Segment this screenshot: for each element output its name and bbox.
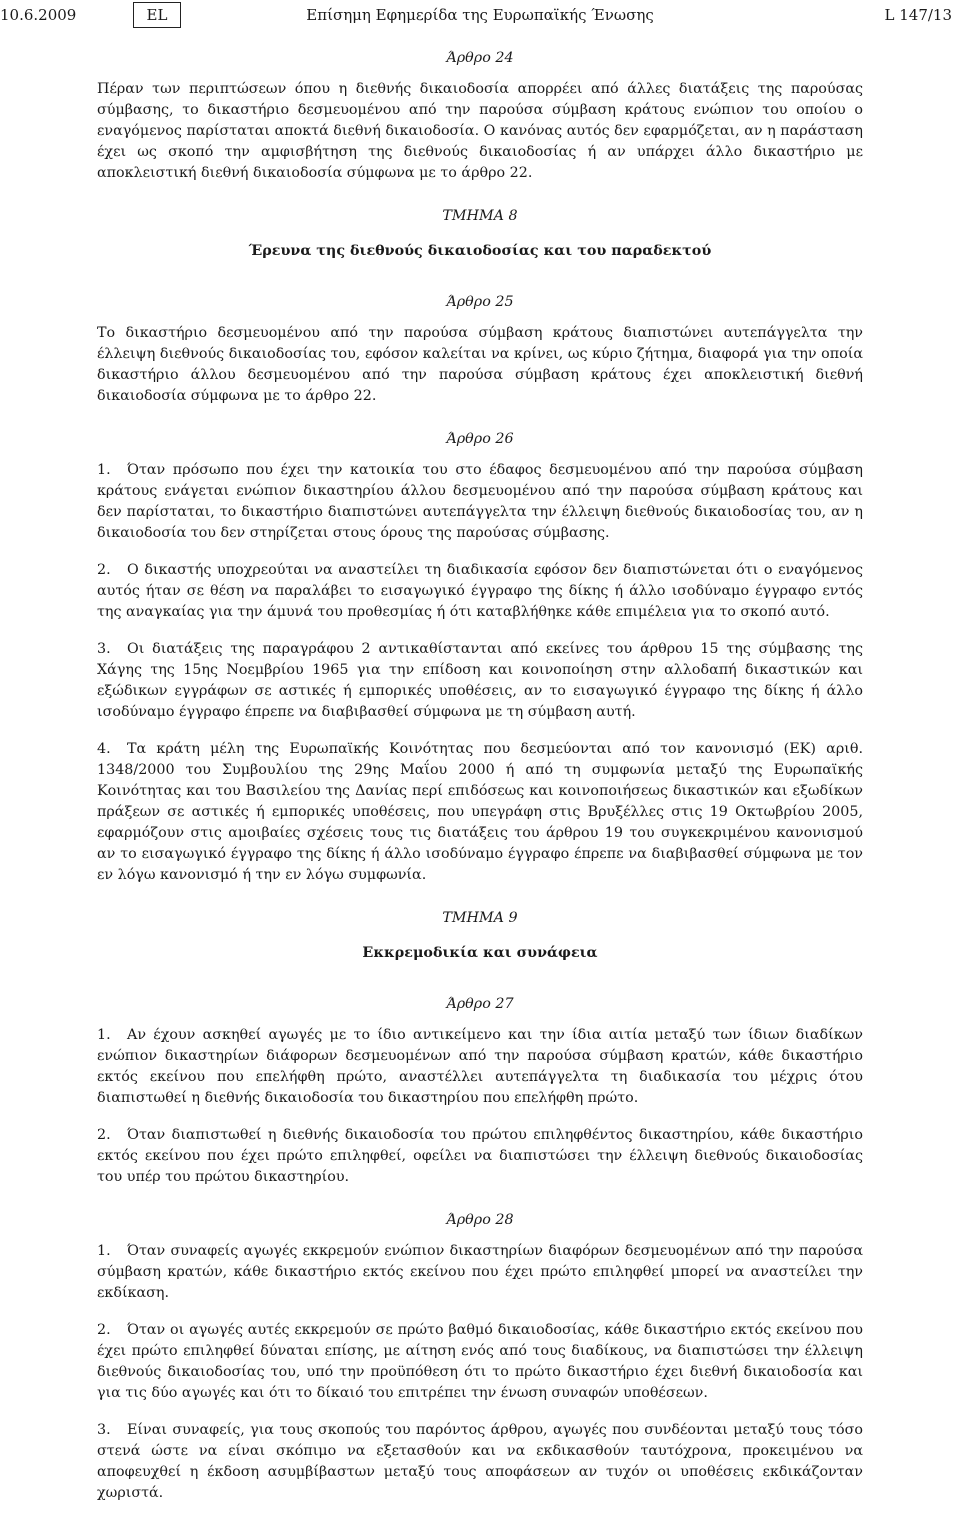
article-27-heading: Άρθρο 27 — [446, 996, 514, 1012]
article-26-paragraph-1 — [97, 460, 863, 544]
article-24-heading: Άρθρο 24 — [446, 50, 514, 66]
article-27-paragraph-1 — [97, 1025, 863, 1109]
article-28-paragraph-1 — [97, 1241, 863, 1304]
article-28-heading: Άρθρο 28 — [446, 1212, 514, 1228]
section-9-title: Εκκρεμοδικία και συνάφεια — [362, 945, 598, 961]
page-number: L 147/13 — [884, 6, 952, 24]
journal-title: Επίσημη Εφημερίδα της Ευρωπαϊκής Ένωσης — [306, 6, 654, 24]
article-28-paragraph-3 — [97, 1420, 863, 1504]
article-26-paragraph-2 — [97, 560, 863, 623]
section-8-title: Έρευνα της διεθνούς δικαιοδοσίας και του παραδεκτού — [248, 243, 712, 259]
section-9-label: ΤΜΗΜΑ 9 — [442, 910, 518, 926]
paragraph-number: 2. — [97, 1322, 111, 1338]
page-header — [0, 0, 960, 32]
article-25-text: Το δικαστήριο δεσμευομένου από την παρούσα σύμβαση κράτους διαπιστώνει αυτεπάγγελτα την έλλειψη διεθνούς δικαιοδοσίας του, εφόσον καλείται να κρίνει, ως κύριο ζήτημα, διαφορά για την οποία δικαστήριο άλλου δεσμευομένου από την παρούσα σύμβαση κράτους έχει αποκλειστική διεθνή δικαιοδοσία σύμφωνα με το άρθρο 22. — [97, 325, 863, 404]
section-8-label: ΤΜΗΜΑ 8 — [442, 208, 518, 224]
article-27-paragraph-2 — [97, 1125, 863, 1188]
paragraph-text: Όταν οι αγωγές αυτές εκκρεμούν σε πρώτο βαθμό δικαιοδοσίας, κάθε δικαστήριο εκτός εκείνου που έχει πρώτο επιληφθεί δύναται επίσης, με αίτηση ενός από τους διαδίκους, να διαπιστώσει την έλλειψη διεθνούς δικαιοδοσίας του, υπό την προϋπόθεση ότι το πρώτο δικαστήριο έχει διεθνή δικαιοδοσία και για τις δύο αγωγές και ότι το δίκαιό του επιτρέπει την ένωση συναφών υποθέσεων. — [97, 1322, 863, 1401]
article-25-heading: Άρθρο 25 — [446, 294, 514, 310]
paragraph-text: Όταν πρόσωπο που έχει την κατοικία του στο έδαφος δεσμευομένου από την παρούσα σύμβαση κράτους ενάγεται ενώπιον δικαστηρίου άλλου δεσμευομένου από την παρούσα σύμβαση κράτους και δεν παρίσταται, το δικαστήριο διαπιστώνει αυτεπάγγελτα την έλλειψη διεθνούς δικαιοδοσίας του, αν η δικαιοδοσία του δεν στηρίζεται στους όρους της παρούσας σύμβασης. — [97, 462, 863, 541]
paragraph-number: 1. — [97, 1243, 111, 1259]
paragraph-number: 1. — [97, 1027, 111, 1043]
paragraph-text: Τα κράτη μέλη της Ευρωπαϊκής Κοινότητας που δεσμεύονται από τον κανονισμό (ΕΚ) αριθ. 1348/2000 του Συμβουλίου της 29ης Μαΐου 2000 ή από τη συμφωνία μεταξύ της Ευρωπαϊκής Κοινότητας και του Βασιλείου της Δανίας περί επιδόσεως και κοινοποιήσεως δικαστικών και εξωδίκων πράξεων σε αστικές ή εμπορικές υποθέσεις, που υπεγράφη στις Βρυξέλλες στις 19 Οκτωβρίου 2005, εφαρμόζουν στις αμοιβαίες σχέσεις τους τις διατάξεις του άρθρου 19 του συγκεκριμένου κανονισμού αν το εισαγωγικό έγγραφο της δίκης ή άλλο ισοδύναμο έγγραφο έπρεπε να διαβιβασθεί σύμφωνα με τον εν λόγω κανονισμό ή την εν λόγω συμφωνία. — [97, 741, 863, 883]
article-28-paragraph-2 — [97, 1320, 863, 1404]
paragraph-text: Όταν διαπιστωθεί η διεθνής δικαιοδοσία του πρώτου επιληφθέντος δικαστηρίου, κάθε δικαστήριο εκτός εκείνου που έχει πρώτο επιληφθεί, οφείλει να διαπιστώσει την έλλειψη διεθνούς δικαιοδοσίας του υπέρ του πρώτου δικαστηρίου. — [97, 1127, 863, 1185]
paragraph-number: 2. — [97, 562, 111, 578]
language-badge: EL — [133, 2, 181, 28]
paragraph-number: 4. — [97, 741, 111, 757]
paragraph-number: 1. — [97, 462, 111, 478]
paragraph-number: 3. — [97, 1422, 111, 1438]
paragraph-text: Ο δικαστής υποχρεούται να αναστείλει τη διαδικασία εφόσον δεν διαπιστώνεται ότι ο εναγόμενος αυτός ήταν σε θέση να παραλάβει το εισαγωγικό έγγραφο της δίκης ή άλλο ισοδύναμο έγγραφο εντός της αναγκαίας για την άμυνά του προθεσμίας ή ότι καταβλήθηκε κάθε επιμέλεια για το σκοπό αυτό. — [97, 562, 863, 620]
article-26-heading: Άρθρο 26 — [446, 431, 514, 447]
paragraph-text: Αν έχουν ασκηθεί αγωγές με το ίδιο αντικείμενο και την ίδια αιτία μεταξύ των ίδιων διαδίκων ενώπιον δικαστηρίων διάφορων δεσμευομένων από την παρούσα σύμβαση κρατών, κάθε δικαστήριο εκτός εκείνου που επελήφθη πρώτο, αναστέλλει αυτεπάγγελτα τη διαδικασία του μέχρις ότου διαπιστωθεί η διεθνής δικαιοδοσία του δικαστηρίου που επελήφθη πρώτο. — [97, 1027, 863, 1106]
article-26-paragraph-3 — [97, 639, 863, 723]
document-body — [97, 40, 863, 1520]
publication-date: 10.6.2009 — [0, 6, 77, 24]
paragraph-text: Είναι συναφείς, για τους σκοπούς του παρόντος άρθρου, αγωγές που συνδέονται μεταξύ τους τόσο στενά ώστε να είναι σκόπιμο να εξετασθούν και να εκδικασθούν ταυτόχρονα, προκειμένου να αποφευχθεί η έκδοση ασυμβίβαστων μεταξύ τους αποφάσεων αν τυχόν οι υποθέσεις εκδικάζονταν χωριστά. — [97, 1422, 863, 1501]
paragraph-number: 2. — [97, 1127, 111, 1143]
article-24-text: Πέραν των περιπτώσεων όπου η διεθνής δικαιοδοσία απορρέει από άλλες διατάξεις της παρούσας σύμβασης, το δικαστήριο δεσμευομένου από την παρούσα σύμβαση κράτους ενώπιον του οποίου ο εναγόμενος παρίσταται αποκτά διεθνή δικαιοδοσία. Ο κανόνας αυτός δεν εφαρμόζεται, αν η παράσταση έχει ως σκοπό την αμφισβήτηση της διεθνούς δικαιοδοσίας ή αν υπάρχει άλλο δικαστήριο με αποκλειστική διεθνή δικαιοδοσία σύμφωνα με το άρθρο 22. — [97, 81, 863, 181]
paragraph-text: Όταν συναφείς αγωγές εκκρεμούν ενώπιον δικαστηρίων διαφόρων δεσμευομένων από την παρούσα σύμβαση κρατών, κάθε δικαστήριο εκτός εκείνου που έχει πρώτο επιληφθεί μπορεί να αναστείλει την εκδίκαση. — [97, 1243, 863, 1301]
paragraph-text: Οι διατάξεις της παραγράφου 2 αντικαθίστανται από εκείνες του άρθρου 15 της σύμβασης της Χάγης της 15ης Νοεμβρίου 1965 για την επίδοση και κοινοποίηση στην αλλοδαπή δικαστικών και εξώδικων εγγράφων σε αστικές ή εμπορικές υποθέσεις, αν το εισαγωγικό έγγραφο της δίκης ή άλλο ισοδύναμο έγγραφο έπρεπε να διαβιβασθεί σύμφωνα με τη σύμβαση αυτή. — [97, 641, 863, 720]
paragraph-number: 3. — [97, 641, 111, 657]
article-26-paragraph-4 — [97, 739, 863, 886]
